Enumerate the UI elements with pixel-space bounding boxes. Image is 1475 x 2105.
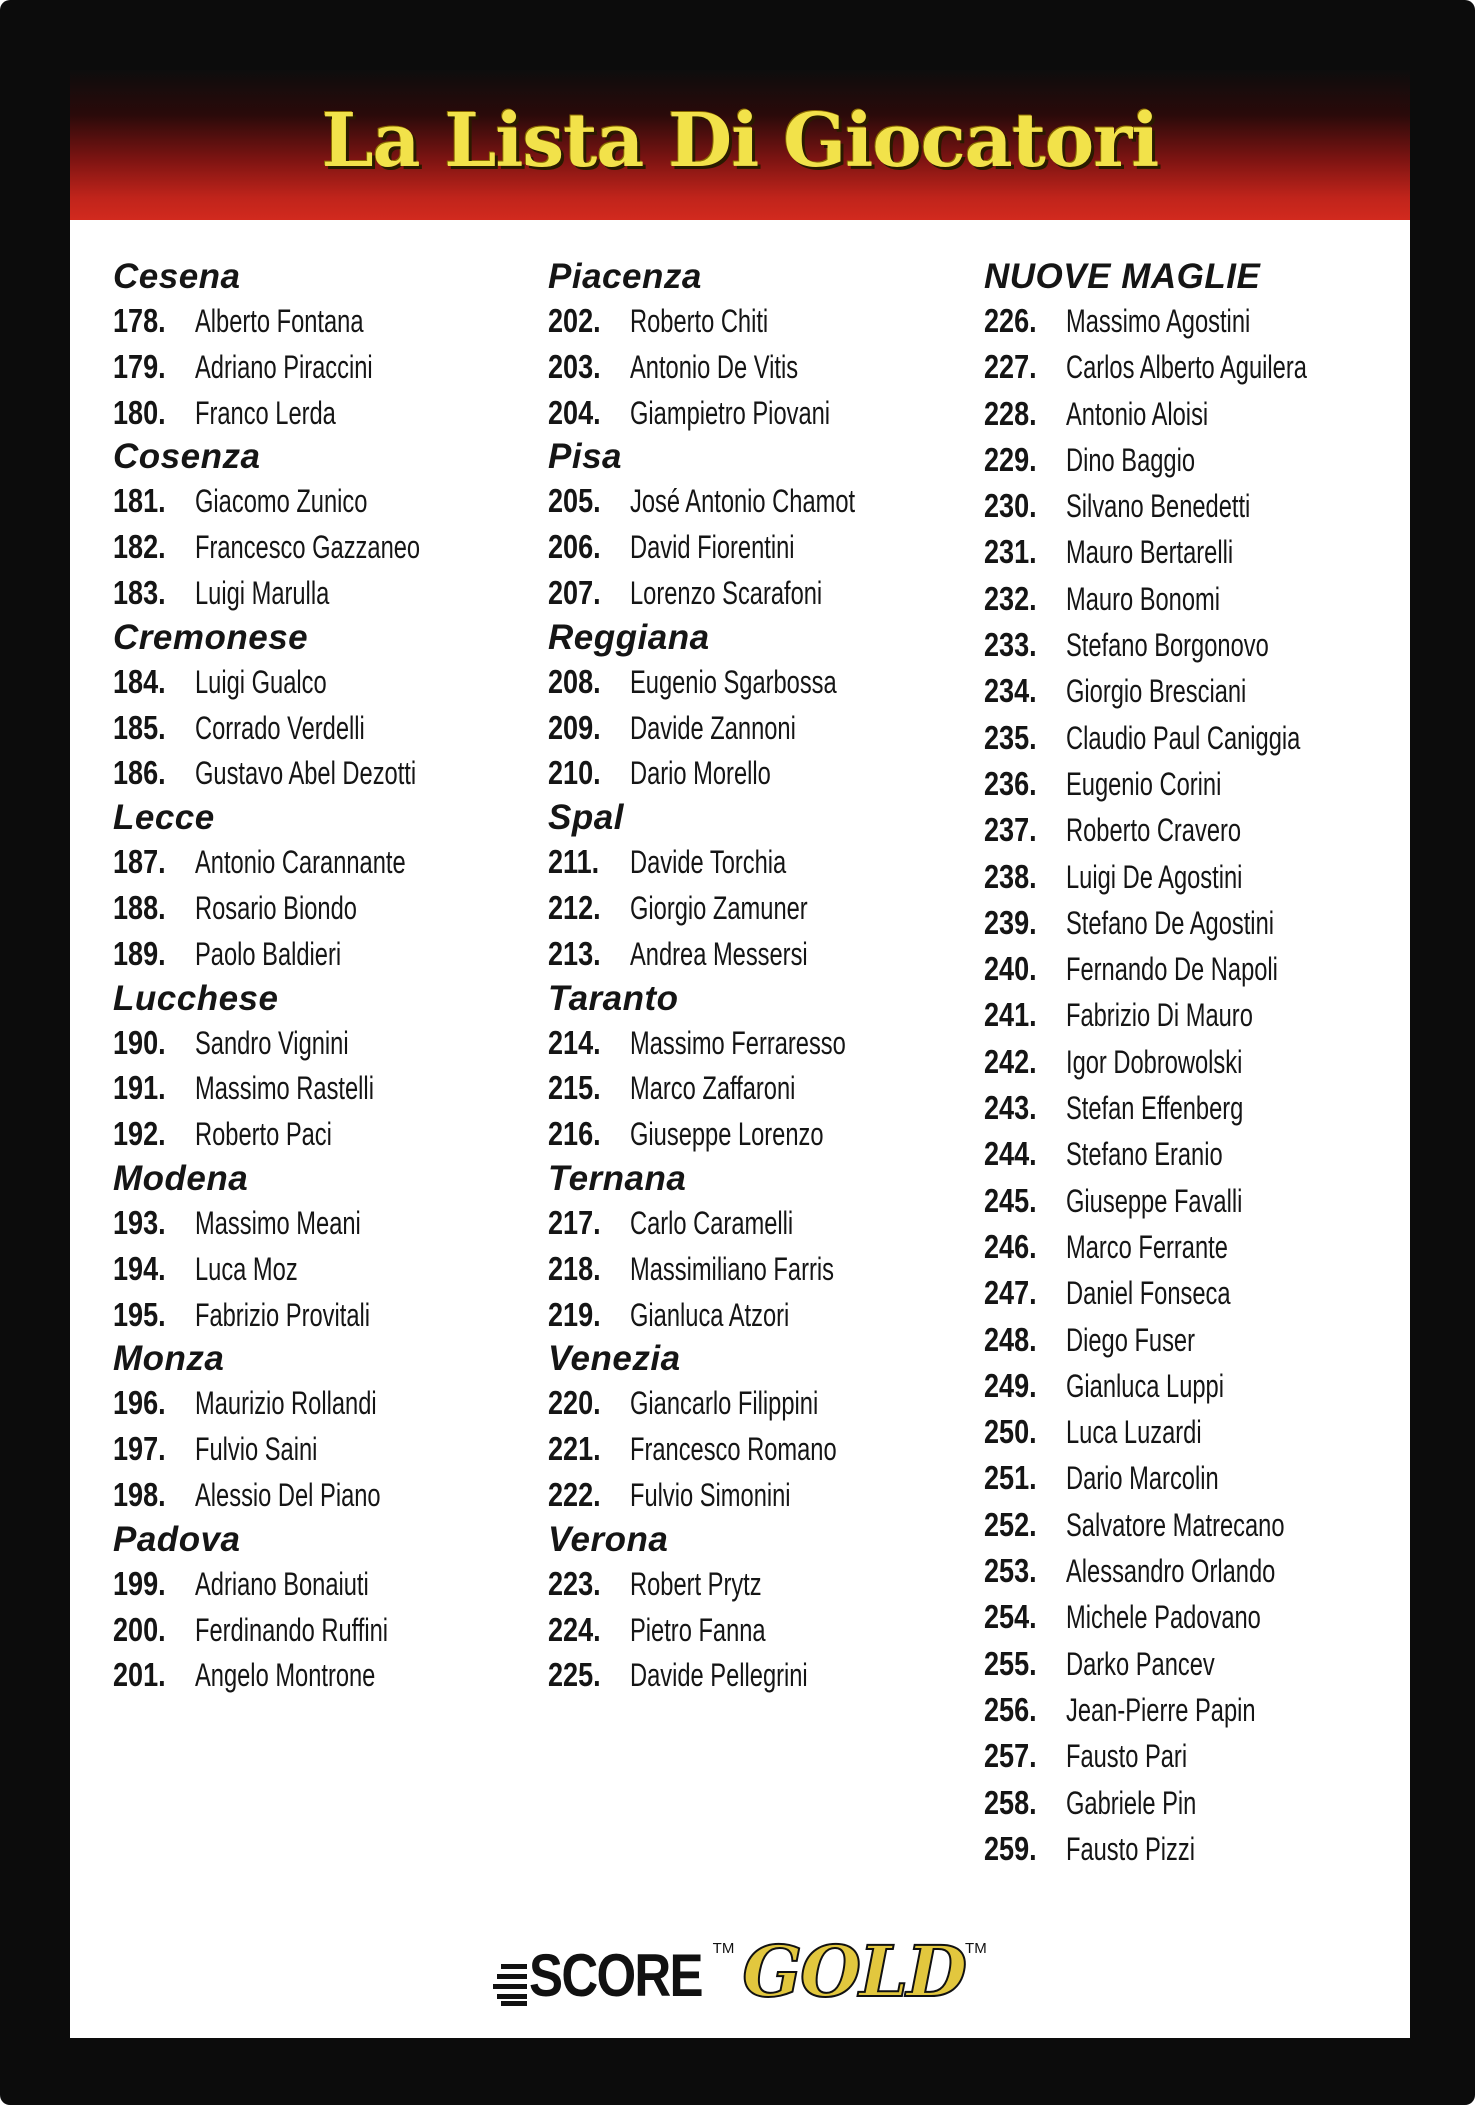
checklist-column-1 [113,255,533,1698]
player-row [548,1607,968,1653]
player-name: Alessandro Orlando [1066,1553,1276,1590]
player-row [984,483,1404,529]
team-heading: Cesena [113,257,241,296]
player-row [984,1270,1404,1316]
card-number: 187. [113,843,166,881]
card-number: 207. [548,573,601,611]
player-name: Gustavo Abel Dezotti [195,755,417,792]
player-row [984,1224,1404,1270]
card-number: 235. [984,718,1037,756]
card-number: 245. [984,1181,1037,1219]
player-row [548,390,968,436]
player-row [548,1652,968,1698]
card-number: 206. [548,528,601,566]
card-number: 180. [113,393,166,431]
player-name: Robert Prytz [630,1565,762,1602]
player-row [548,524,968,570]
score-stripes-icon [493,1960,527,2006]
card-number: 232. [984,579,1037,617]
player-row [548,1561,968,1607]
card-number: 182. [113,528,166,566]
card-number: 243. [984,1089,1037,1127]
player-name: Antonio Carannante [195,844,406,881]
player-name: Giuseppe Favalli [1066,1182,1243,1219]
card-number: 188. [113,888,166,926]
player-row [113,344,533,390]
player-name: Fabrizio Di Mauro [1066,997,1253,1034]
team-heading: Taranto [548,978,679,1018]
player-name: Dario Morello [630,755,771,792]
checklist-column-2 [548,255,968,1698]
card-number: 208. [548,662,601,700]
card-number: 244. [984,1135,1037,1173]
player-name: Adriano Bonaiuti [195,1565,369,1602]
card-number: 219. [548,1295,601,1333]
score-gold-logo [70,1930,1410,2018]
card-number: 198. [113,1475,166,1513]
team-heading: Verona [548,1519,669,1559]
player-name: Lorenzo Scarafoni [630,574,823,611]
card-number: 209. [548,708,601,746]
player-row [113,1246,533,1292]
card-number: 178. [113,302,166,339]
card-number: 189. [113,934,166,972]
card-number: 214. [548,1023,601,1061]
player-name: Carlo Caramelli [630,1204,794,1241]
card-number: 213. [548,934,601,972]
team-heading: NUOVE MAGLIE [984,257,1261,296]
player-name: Darko Pancev [1066,1645,1215,1682]
player-row [113,1065,533,1111]
player-name: Stefano Borgonovo [1066,627,1269,664]
player-name: Massimo Meani [195,1204,361,1241]
player-name: Paolo Baldieri [195,935,342,972]
card-number: 252. [984,1505,1037,1543]
player-row [548,1065,968,1111]
score-wordmark: SCORE [529,1942,703,2009]
player-row [548,298,968,344]
card-number: 212. [548,888,601,926]
player-row [984,1502,1404,1548]
player-row [984,622,1404,668]
player-name: Antonio Aloisi [1066,395,1209,432]
card-number: 192. [113,1115,166,1153]
card-number: 186. [113,754,166,792]
card-number: 246. [984,1227,1037,1265]
gold-wordmark: GOLD [742,1930,966,2013]
player-name: Pietro Fanna [630,1611,766,1648]
player-name: Giancarlo Filippini [630,1385,819,1422]
player-row [984,715,1404,761]
card-number: 238. [984,857,1037,895]
player-name: Fabrizio Provitali [195,1296,371,1333]
player-row [113,705,533,751]
team-heading: Spal [548,798,624,838]
player-name: Diego Fuser [1066,1321,1195,1358]
team-heading: Cremonese [113,617,309,657]
player-row [113,1426,533,1472]
player-row [113,839,533,885]
player-name: Giacomo Zunico [195,483,368,520]
card-number: 231. [984,533,1037,571]
player-name: Adriano Piraccini [195,348,373,385]
player-row [548,1020,968,1066]
player-row [113,931,533,977]
card-number: 227. [984,348,1037,386]
player-row [548,750,968,796]
card-number: 253. [984,1552,1037,1590]
player-name: Eugenio Sgarbossa [630,663,837,700]
card-number: 201. [113,1656,166,1694]
card-number: 205. [548,482,601,520]
player-row [113,390,533,436]
team-heading: Reggiana [548,617,710,657]
player-name: Alberto Fontana [195,303,364,339]
card-number: 199. [113,1564,166,1602]
player-row [548,705,968,751]
card-number: 257. [984,1737,1037,1775]
player-name: Luca Luzardi [1066,1414,1202,1451]
card-number: 247. [984,1274,1037,1312]
card-number: 224. [548,1610,601,1648]
player-row [984,576,1404,622]
player-name: Gianluca Atzori [630,1296,790,1333]
player-name: Andrea Messersi [630,935,808,972]
player-row [984,1594,1404,1640]
trademark-mark-2: TM [965,1940,987,1957]
player-name: Massimiliano Farris [630,1250,834,1287]
team-heading: Padova [113,1519,241,1559]
player-name: Roberto Cravero [1066,812,1242,849]
card-number: 242. [984,1042,1037,1080]
card-number: 215. [548,1069,601,1107]
player-row [984,437,1404,483]
card-number: 251. [984,1459,1037,1497]
team-heading: Ternana [548,1158,687,1198]
player-row [548,478,968,524]
player-row [984,1039,1404,1085]
player-name: Giampietro Piovani [630,394,831,431]
player-name: Claudio Paul Caniggia [1066,719,1301,756]
card-number: 204. [548,393,601,431]
player-name: David Fiorentini [630,529,795,566]
player-row [984,529,1404,575]
player-name: Francesco Romano [630,1431,837,1468]
player-row [984,1178,1404,1224]
player-row [984,1085,1404,1131]
team-heading: Modena [113,1158,249,1198]
card-number: 239. [984,903,1037,941]
player-name: Roberto Paci [195,1116,332,1153]
card-number: 211. [548,843,600,881]
player-name: Luigi De Agostini [1066,858,1243,895]
card-number: 217. [548,1203,601,1241]
card-number: 197. [113,1430,166,1468]
player-name: Franco Lerda [195,394,336,431]
player-row [113,1020,533,1066]
player-name: Rosario Biondo [195,889,357,926]
player-row [548,885,968,931]
team-heading: Lucchese [113,978,279,1018]
player-row [113,1292,533,1338]
player-name: Dario Marcolin [1066,1460,1219,1497]
player-row [984,1317,1404,1363]
player-name: Dino Baggio [1066,441,1196,478]
player-name: Alessio Del Piano [195,1476,381,1513]
player-name: Stefan Effenberg [1066,1090,1244,1127]
card-number: 195. [113,1295,166,1333]
card-number: 196. [113,1384,166,1422]
player-name: Jean-Pierre Papin [1066,1691,1256,1728]
card-number: 250. [984,1413,1037,1451]
player-row [984,1131,1404,1177]
card-number: 194. [113,1249,166,1287]
player-row [113,1200,533,1246]
player-name: Massimo Agostini [1066,303,1251,339]
player-name: Francesco Gazzaneo [195,529,421,566]
player-row [113,298,533,344]
card-number: 183. [113,573,166,611]
player-name: Igor Dobrowolski [1066,1043,1243,1080]
player-row [548,839,968,885]
player-name: Fausto Pizzi [1066,1830,1195,1867]
player-name: Marco Ferrante [1066,1228,1228,1265]
card-number: 258. [984,1783,1037,1821]
player-name: José Antonio Chamot [630,483,856,520]
card-number: 203. [548,347,601,385]
card-number: 259. [984,1829,1037,1867]
player-row [984,298,1404,344]
card-number: 234. [984,672,1037,710]
player-row [548,1380,968,1426]
card-number: 228. [984,394,1037,432]
player-row [984,1733,1404,1779]
player-row [113,570,533,616]
card-number: 226. [984,302,1037,339]
player-name: Luigi Gualco [195,663,327,700]
player-row [984,1455,1404,1501]
player-name: Gabriele Pin [1066,1784,1197,1821]
card-face [70,70,1410,2038]
player-row [548,659,968,705]
player-row [548,1472,968,1518]
player-row [113,750,533,796]
player-name: Giorgio Zamuner [630,889,808,926]
player-row [548,1426,968,1472]
player-row [984,1826,1404,1872]
player-name: Davide Torchia [630,844,787,881]
player-row [984,854,1404,900]
player-row [113,1607,533,1653]
player-row [984,1409,1404,1455]
team-heading: Monza [113,1339,225,1379]
player-row [984,1548,1404,1594]
player-name: Daniel Fonseca [1066,1275,1231,1312]
card-number: 179. [113,347,166,385]
card-number: 255. [984,1644,1037,1682]
player-name: Giuseppe Lorenzo [630,1116,824,1153]
player-row [984,900,1404,946]
player-name: Massimo Ferraresso [630,1024,846,1061]
player-row [984,1687,1404,1733]
card-number: 210. [548,754,601,792]
player-name: Angelo Montrone [195,1657,376,1694]
card-number: 193. [113,1203,166,1241]
player-name: Luigi Marulla [195,574,330,611]
player-row [113,659,533,705]
card-number: 241. [984,996,1037,1034]
player-name: Sandro Vignini [195,1024,349,1061]
player-name: Michele Padovano [1066,1599,1261,1636]
card-number: 221. [548,1430,601,1468]
card-number: 237. [984,811,1037,849]
player-row [113,524,533,570]
card-number: 181. [113,482,166,520]
card-number: 256. [984,1690,1037,1728]
player-row [984,391,1404,437]
player-name: Gianluca Luppi [1066,1367,1224,1404]
player-row [548,570,968,616]
player-row [113,1380,533,1426]
player-name: Roberto Chiti [630,303,769,339]
player-row [548,344,968,390]
card-number: 225. [548,1656,601,1694]
player-name: Massimo Rastelli [195,1070,374,1107]
card-number: 216. [548,1115,601,1153]
player-row [113,478,533,524]
player-name: Fulvio Saini [195,1431,318,1468]
player-name: Stefano De Agostini [1066,904,1274,941]
card-number: 240. [984,950,1037,988]
player-row [984,344,1404,390]
player-name: Luca Moz [195,1250,298,1287]
player-name: Fausto Pari [1066,1738,1188,1775]
player-name: Fernando De Napoli [1066,951,1278,988]
player-name: Stefano Eranio [1066,1136,1223,1173]
player-name: Salvatore Matrecano [1066,1506,1285,1543]
team-heading: Cosenza [113,437,261,477]
player-name: Davide Pellegrini [630,1657,808,1694]
player-row [113,1111,533,1157]
card-number: 202. [548,302,601,339]
team-heading: Venezia [548,1339,681,1379]
player-row [548,1292,968,1338]
player-row [113,1561,533,1607]
card-number: 233. [984,626,1037,664]
card-number: 230. [984,487,1037,525]
card-number: 223. [548,1564,601,1602]
team-heading: Piacenza [548,257,702,296]
card-number: 236. [984,764,1037,802]
player-row [548,931,968,977]
team-heading: Lecce [113,798,215,838]
card-number: 200. [113,1610,166,1648]
card-number: 218. [548,1249,601,1287]
player-name: Ferdinando Ruffini [195,1611,389,1648]
card-number: 248. [984,1320,1037,1358]
checklist-column-3 [984,255,1404,1872]
card-number: 222. [548,1475,601,1513]
player-name: Mauro Bonomi [1066,580,1220,617]
card-number: 185. [113,708,166,746]
player-name: Maurizio Rollandi [195,1385,377,1422]
player-row [984,807,1404,853]
player-name: Corrado Verdelli [195,709,365,746]
card-number: 220. [548,1384,601,1422]
player-name: Eugenio Corini [1066,765,1222,802]
player-row [984,761,1404,807]
checklist [70,255,1410,1955]
card-number: 249. [984,1366,1037,1404]
player-name: Davide Zannoni [630,709,796,746]
player-row [113,1472,533,1518]
player-row [984,946,1404,992]
player-row [548,1246,968,1292]
player-row [984,1641,1404,1687]
player-row [548,1111,968,1157]
trademark-mark: TM [712,1940,735,1957]
player-name: Carlos Alberto Aguilera [1066,349,1307,386]
player-name: Marco Zaffaroni [630,1070,796,1107]
player-row [113,1652,533,1698]
player-row [984,1363,1404,1409]
team-heading: Pisa [548,437,622,477]
player-name: Giorgio Bresciani [1066,673,1247,710]
card-number: 190. [113,1023,166,1061]
player-row [984,668,1404,714]
player-name: Mauro Bertarelli [1066,534,1234,571]
card-number: 184. [113,662,166,700]
player-row [984,1780,1404,1826]
player-name: Antonio De Vitis [630,348,799,385]
player-row [548,1200,968,1246]
card-number: 254. [984,1598,1037,1636]
page-title: La Lista Di Giocatori [321,98,1159,184]
player-row [984,992,1404,1038]
card-number: 229. [984,440,1037,478]
player-name: Fulvio Simonini [630,1476,791,1513]
card-number: 191. [113,1069,166,1107]
player-name: Silvano Benedetti [1066,488,1251,525]
player-row [113,885,533,931]
